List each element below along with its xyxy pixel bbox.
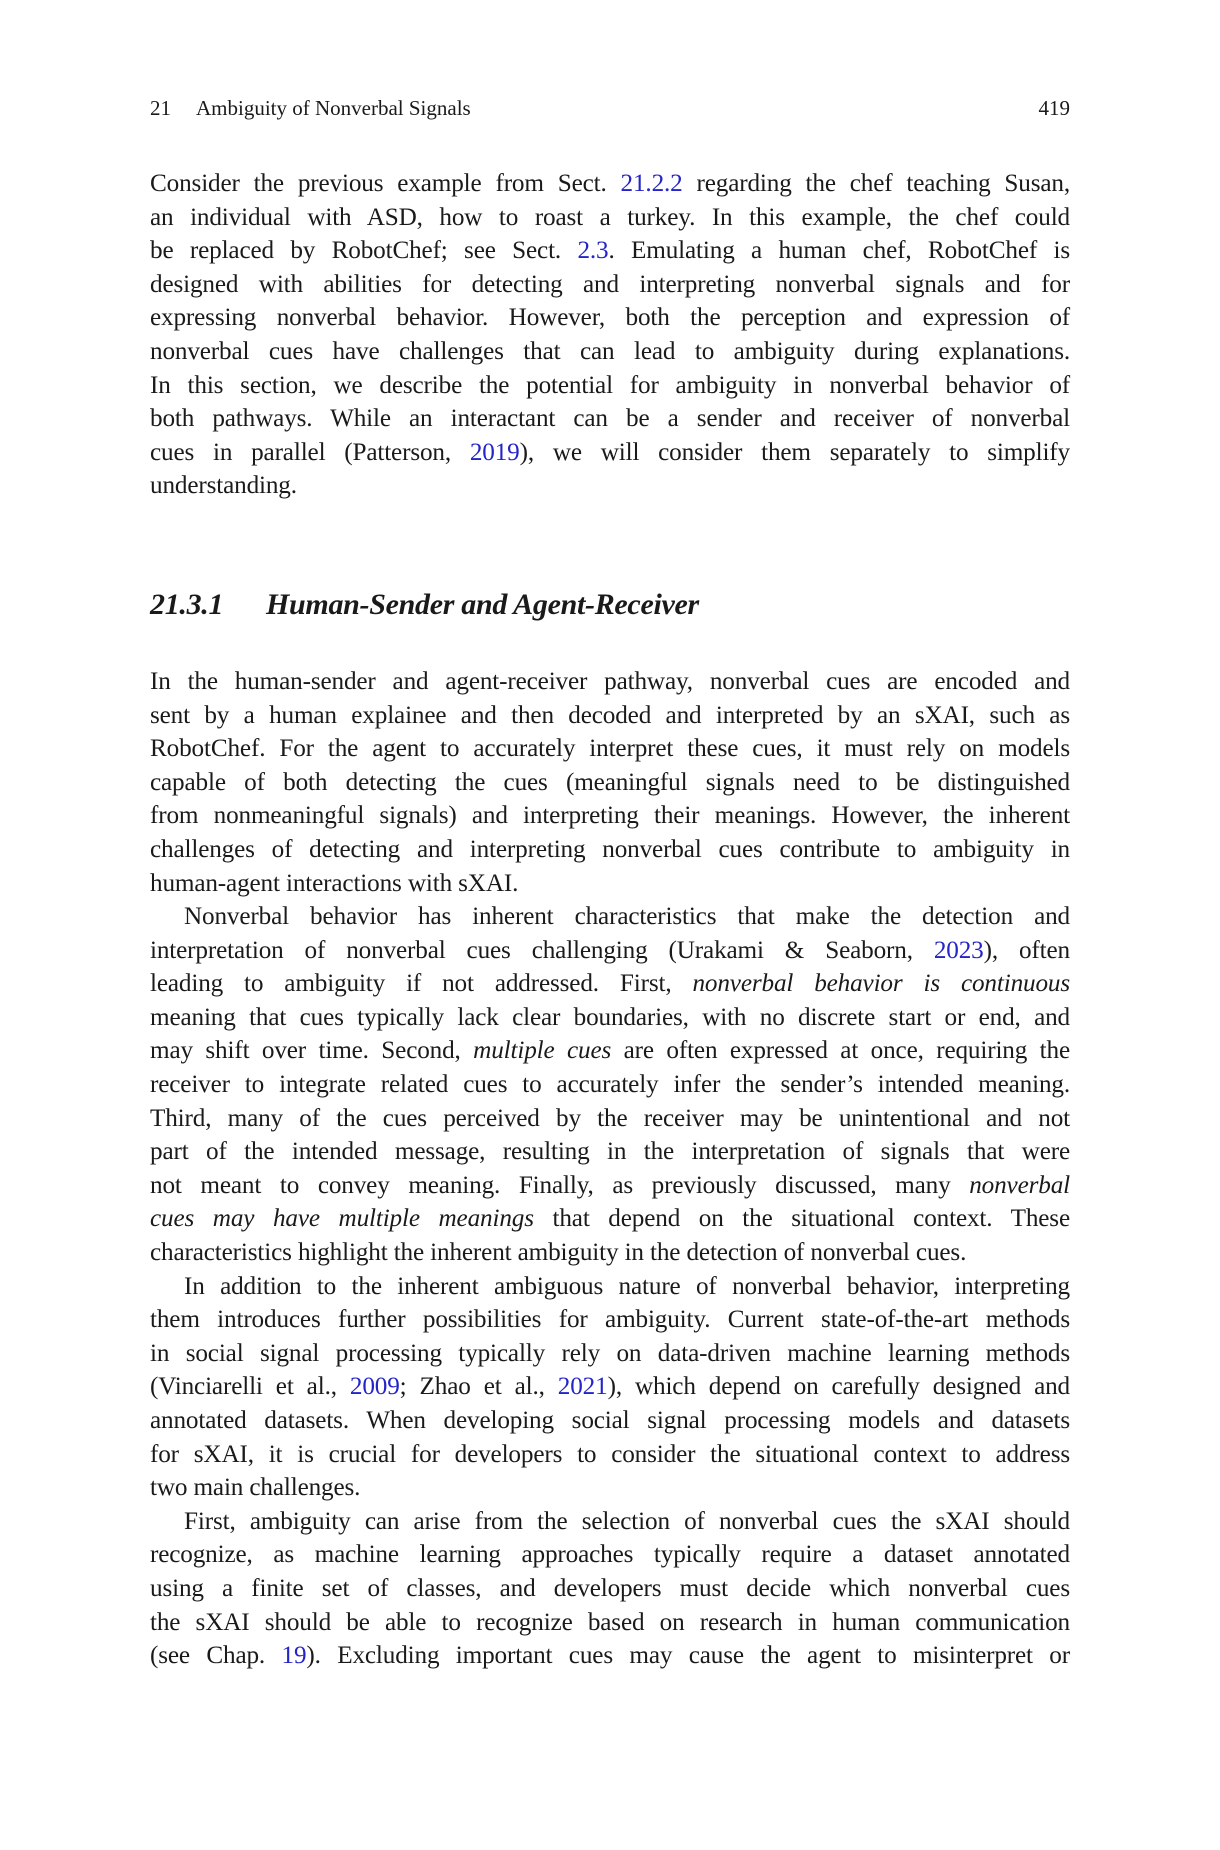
text-line: In this section, we describe the potential for ambiguity in nonverbal behavior of xyxy=(150,371,1070,399)
text-line: receiver to integrate related cues to accurately infer the sender’s intended meaning. xyxy=(150,1071,1070,1099)
page-number: 419 xyxy=(1038,96,1070,120)
text-line: cues may have multiple meanings that depend on the situational context. These xyxy=(150,1205,1070,1233)
text-line: two main challenges. xyxy=(150,1474,361,1502)
section-ref-link[interactable]: 2.3 xyxy=(577,237,609,265)
page-body xyxy=(150,167,1070,1673)
section-heading xyxy=(150,585,1070,625)
text-line: In addition to the inherent ambiguous nature of nonverbal behavior, interpreting xyxy=(184,1272,1070,1300)
emphasis: multiple cues xyxy=(473,1037,612,1065)
chapter-ref-link[interactable]: 19 xyxy=(281,1642,307,1670)
running-head xyxy=(150,96,1070,126)
text-line: in social signal processing typically rely on data-driven machine learning methods xyxy=(150,1339,1070,1367)
text-line: an individual with ASD, how to roast a turkey. In this example, the chef could xyxy=(150,203,1070,231)
text-line: annotated datasets. When developing social signal processing models and datasets xyxy=(150,1407,1070,1434)
section-number: 21.3.1 xyxy=(150,587,224,621)
text-line: (Vinciarelli et al., 2009; Zhao et al., 2021), which depend on carefully designed and xyxy=(150,1373,1070,1401)
paragraph-intro xyxy=(150,167,1070,503)
text-line: characteristics highlight the inherent ambiguity in the detection of nonverbal cues. xyxy=(150,1239,967,1267)
text-line: be replaced by RobotChef; see Sect. 2.3. Emulating a human chef, RobotChef is xyxy=(150,237,1070,265)
text-line: Nonverbal behavior has inherent characteristics that make the detection and xyxy=(184,903,1070,931)
text-line: challenges of detecting and interpreting nonverbal cues contribute to ambiguity in xyxy=(150,835,1070,863)
text-line: using a finite set of classes, and developers must decide which nonverbal cues xyxy=(150,1574,1070,1602)
chapter-heading xyxy=(150,96,471,121)
paragraph-interpretation xyxy=(150,1270,1070,1505)
section-ref-link[interactable]: 21.2.2 xyxy=(620,170,683,197)
text-line: RobotChef. For the agent to accurately interpret these cues, it must rely on models xyxy=(150,735,1070,763)
text-line: not meant to convey meaning. Finally, as previously discussed, many nonverbal xyxy=(150,1171,1070,1199)
text-line: capable of both detecting the cues (meaningful signals need to be distinguished xyxy=(150,768,1070,796)
paragraph-characteristics xyxy=(150,900,1070,1270)
text-line: meaning that cues typically lack clear boundaries, with no discrete start or end, and xyxy=(150,1003,1070,1031)
text-line: leading to ambiguity if not addressed. First, nonverbal behavior is continuous xyxy=(150,970,1071,998)
citation-link[interactable]: 2023 xyxy=(933,936,984,964)
paragraph-cue-selection xyxy=(150,1505,1070,1673)
text-line: human-agent interactions with sXAI. xyxy=(150,869,519,897)
emphasis: nonverbal xyxy=(969,1171,1070,1199)
text-line: for sXAI, it is crucial for developers to consider the situational context to address xyxy=(150,1440,1070,1468)
text-line: the sXAI should be able to recognize based on research in human communication xyxy=(150,1608,1070,1636)
text-line: (see Chap. 19). Excluding important cues may cause the agent to misinterpret or xyxy=(150,1642,1070,1670)
text-line: recognize, as machine learning approaches typically require a dataset annotated xyxy=(150,1541,1070,1569)
text-line: Third, many of the cues perceived by the receiver may be unintentional and not xyxy=(150,1104,1070,1132)
text-line: In the human-sender and agent-receiver pathway, nonverbal cues are encoded and xyxy=(150,667,1070,695)
chapter-number: 21 xyxy=(150,96,171,120)
text-line: them introduces further possibilities for ambiguity. Current state-of-the-art methods xyxy=(150,1306,1070,1334)
citation-link[interactable]: 2009 xyxy=(349,1373,400,1401)
text-line: may shift over time. Second, multiple cues are often expressed at once, requiring the xyxy=(150,1037,1070,1065)
paragraph-pathway xyxy=(150,665,1070,900)
text-line: Consider the previous example from Sect. 21.2.2 regarding the chef teaching Susan, xyxy=(150,170,1070,197)
text-line: interpretation of nonverbal cues challenging (Urakami & Seaborn, 2023), often xyxy=(150,936,1070,964)
text-line: cues in parallel (Patterson, 2019), we will consider them separately to simplify xyxy=(150,438,1070,466)
text-line: from nonmeaningful signals) and interpreting their meanings. However, the inherent xyxy=(150,802,1070,830)
text-line: both pathways. While an interactant can be a sender and receiver of nonverbal xyxy=(150,405,1070,433)
citation-link[interactable]: 2021 xyxy=(557,1373,608,1401)
section-title: Human-Sender and Agent-Receiver xyxy=(266,587,699,621)
citation-link[interactable]: 2019 xyxy=(469,438,520,466)
chapter-title: Ambiguity of Nonverbal Signals xyxy=(196,96,471,120)
text-line: expressing nonverbal behavior. However, both the perception and expression of xyxy=(150,304,1070,332)
emphasis: nonverbal behavior is continuous xyxy=(692,970,1071,998)
text-line: sent by a human explainee and then decoded and interpreted by an sXAI, such as xyxy=(150,701,1070,729)
emphasis: cues may have multiple meanings xyxy=(150,1205,534,1233)
text-line: nonverbal cues have challenges that can lead to ambiguity during explanations. xyxy=(150,337,1070,365)
text-line: designed with abilities for detecting and interpreting nonverbal signals and for xyxy=(150,270,1070,298)
text-line: First, ambiguity can arise from the selection of nonverbal cues the sXAI should xyxy=(184,1507,1070,1535)
text-line: part of the intended message, resulting in the interpretation of signals that were xyxy=(150,1138,1070,1166)
text-line: understanding. xyxy=(150,472,297,500)
